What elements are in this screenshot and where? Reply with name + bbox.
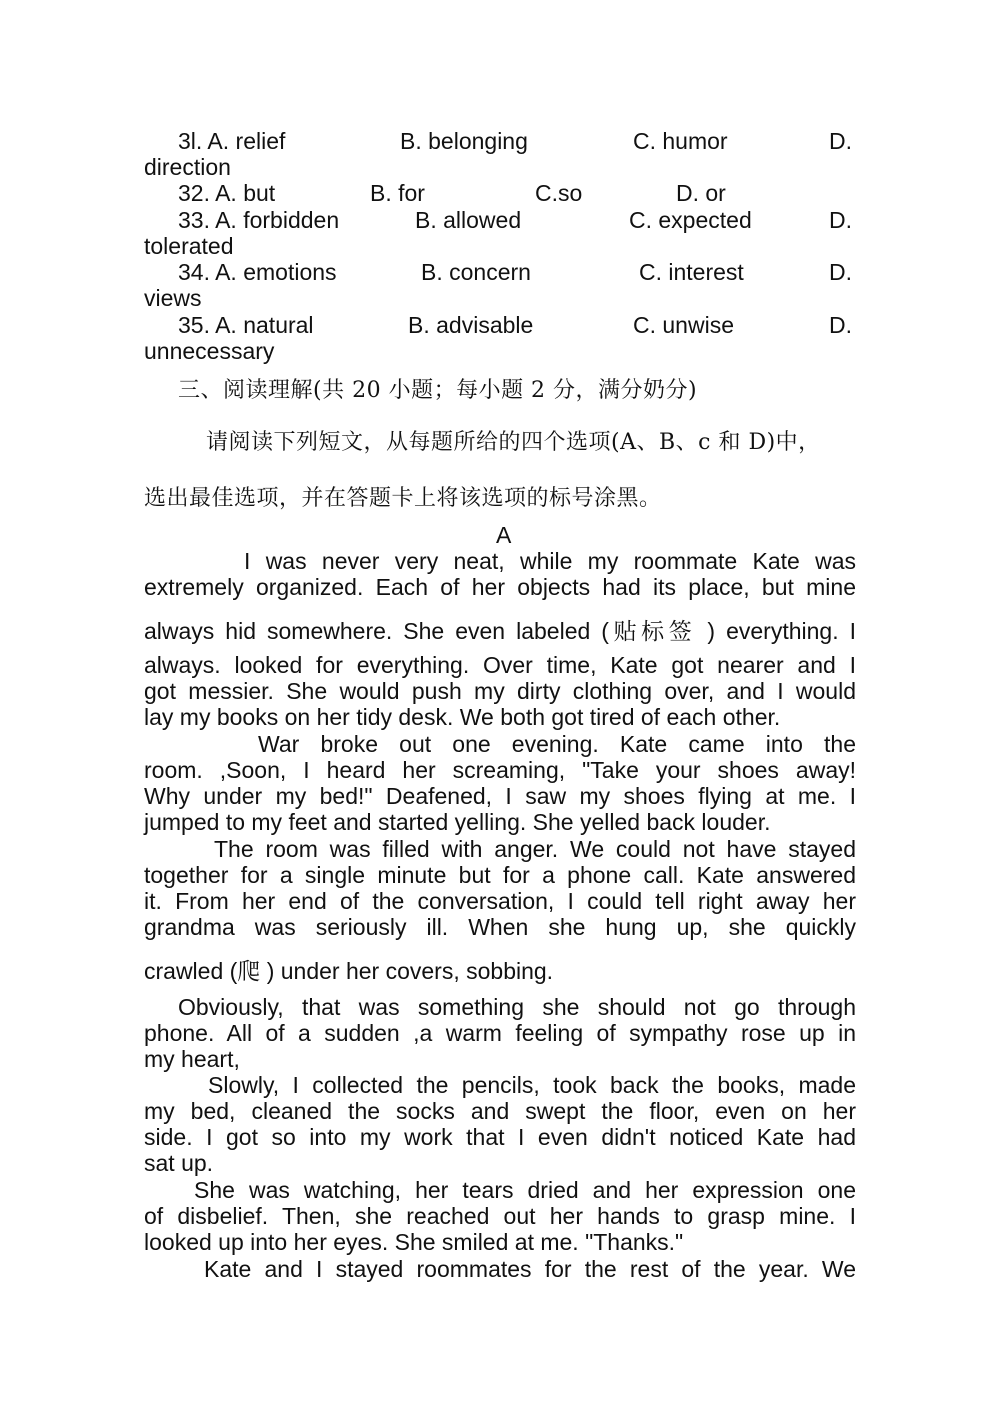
option-34-c: C. interest [639,259,744,285]
paragraph-5-line-4: sat up. [144,1150,214,1176]
option-32-b: B. for [370,180,425,206]
option-31-a: 3l. A. relief [178,128,286,154]
paragraph-1-line-2 [144,574,856,600]
text-line: got messier. She would push my dirty clothing over, and I would [144,678,856,704]
text-line: The room was filled with anger. We could not have stayed [214,836,856,862]
section-heading: 三、阅读理解(共 20 小题；每小题 2 分，满分奶分) [178,378,698,403]
paragraph-1-line-3 [144,618,856,644]
paragraph-1 [144,548,856,574]
text-line: War broke out one evening. Kate came into the [258,731,856,757]
text-line: extremely organized. Each of her objects had its place, but mine [144,574,856,600]
option-33-d-wrap: tolerated [144,233,234,259]
passage-label: A [496,522,512,548]
text-line: I was never very neat, while my roommate Kate was [244,548,856,574]
paragraph-1-line-4 [144,652,856,678]
instruction-line-2: 选出最佳选项，并在答题卡上将该选项的标号涂黑。 [144,486,662,511]
paragraph-6-line-2 [144,1203,856,1229]
paragraph-6-line-3: looked up into her eyes. She smiled at me. "Thanks." [144,1229,684,1255]
text-line: always hid somewhere. She even labeled (贴标签 ) everything. I [144,618,856,644]
text-line: side. I got so into my work that I even didn't noticed Kate had [144,1124,856,1150]
text-line: Slowly, I collected the pencils, took back the books, made [208,1072,856,1098]
text-line: grandma was seriously ill. When she hung up, she quickly [144,914,856,940]
paragraph-3-line-3 [144,888,856,914]
text-line: room. ,Soon, I heard her screaming, "Take your shoes away! [144,757,856,783]
paragraph-2-line-4: jumped to my feet and started yelling. She yelled back louder. [144,809,771,835]
option-31-d: D. [829,128,852,154]
paragraph-1-line-6: lay my books on her tidy desk. We both got tired of each other. [144,704,781,730]
text-line: it. From her end of the conversation, I could tell right away her [144,888,856,914]
option-31-d-wrap: direction [144,154,231,180]
option-35-a: 35. A. natural [178,312,314,338]
paragraph-4-line-2 [144,1020,856,1046]
text-line: Obviously, that was something she should not go through [178,994,856,1020]
option-33-d: D. [829,207,852,233]
option-35-b: B. advisable [408,312,534,338]
paragraph-2-line-3 [144,783,856,809]
option-31-b: B. belonging [400,128,528,154]
paragraph-3-line-2 [144,862,856,888]
text-line: Kate and I stayed roommates for the rest of the year. We [204,1256,856,1282]
text-line: of disbelief. Then, she reached out her hands to grasp mine. I [144,1203,856,1229]
option-34-d-wrap: views [144,285,202,311]
paragraph-5-line-2 [144,1098,856,1124]
paragraph-5-line-3 [144,1124,856,1150]
option-35-d-wrap: unnecessary [144,338,275,364]
option-34-d: D. [829,259,852,285]
text-line: Why under my bed!" Deafened, I saw my shoes flying at me. I [144,783,856,809]
paragraph-2-line-2 [144,757,856,783]
option-33-c: C. expected [629,207,752,233]
paragraph-3-line-4 [144,914,856,940]
option-34-a: 34. A. emotions [178,259,337,285]
paragraph-7-line-1 [204,1256,856,1282]
paragraph-2-line-1 [258,731,856,757]
option-32-d: D. or [676,180,726,206]
text-line: my bed, cleaned the socks and swept the floor, even on her [144,1098,856,1124]
option-35-c: C. unwise [633,312,734,338]
option-31-c: C. humor [633,128,728,154]
option-34-b: B. concern [421,259,531,285]
option-35-d: D. [829,312,852,338]
option-33-b: B. allowed [415,207,522,233]
option-32-c: C.so [535,180,583,206]
option-33-a: 33. A. forbidden [178,207,340,233]
text-line: always. looked for everything. Over time, Kate got nearer and I [144,652,856,678]
paragraph-4-line-3: my heart, [144,1046,240,1072]
instruction-line-1: 请阅读下列短文，从每题所给的四个选项(A、B、c 和 D)中， [206,430,821,455]
text-line: She was watching, her tears dried and her expression one [194,1177,856,1203]
paragraph-4-line-1 [178,994,856,1020]
paragraph-3-line-5: crawled (爬 ) under her covers, sobbing. [144,958,554,984]
paragraph-5-line-1 [208,1072,856,1098]
text-line: phone. All of a sudden ,a warm feeling of sympathy rose up in [144,1020,856,1046]
paragraph-1-line-1 [144,548,856,574]
text-line: together for a single minute but for a phone call. Kate answered [144,862,856,888]
option-32-a: 32. A. but [178,180,276,206]
paragraph-3-line-1 [214,836,856,862]
paragraph-1-line-5 [144,678,856,704]
paragraph-6-line-1 [194,1177,856,1203]
